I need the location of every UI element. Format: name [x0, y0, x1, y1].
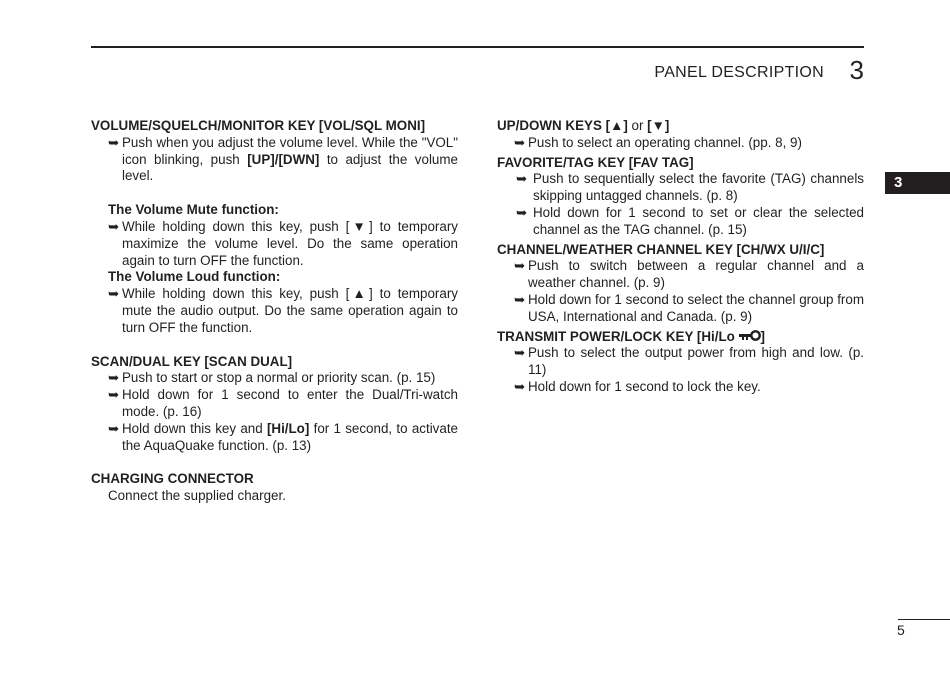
- volume-mute-item: ➥ While holding down this key, push [▼] to temporary maximize the volume level. Do the same operation again to turn OFF the function.: [108, 218, 458, 268]
- page-number: 5: [897, 622, 905, 638]
- scan-key-item: ➥ Hold down for 1 second to enter the Dual/Tri-watch mode. (p. 16): [108, 387, 458, 419]
- bullet-arrow-icon: ➥: [108, 286, 120, 302]
- charging-connector-text: Connect the supplied charger.: [108, 488, 286, 504]
- bullet-arrow-icon: ➥: [108, 387, 120, 403]
- bullet-arrow-icon: ➥: [108, 370, 120, 386]
- header-rule: [91, 46, 864, 48]
- bullet-arrow-icon: ➥: [108, 218, 120, 234]
- volume-mute-heading: The Volume Mute function:: [108, 202, 279, 218]
- vol-key-heading: VOLUME/SQUELCH/MONITOR KEY [VOL/SQL MONI]: [91, 118, 426, 133]
- section-title: PANEL DESCRIPTION: [654, 64, 824, 81]
- volume-loud-heading: The Volume Loud function:: [108, 269, 281, 285]
- bullet-arrow-icon: ➥: [516, 171, 528, 187]
- bullet-arrow-icon: ➥: [514, 291, 526, 307]
- volume-loud-item: ➥ While holding down this key, push [▲] to temporary mute the audio output. Do the same operation again to turn OFF the function.: [108, 286, 458, 335]
- chapter-number: 3: [849, 55, 864, 85]
- bullet-arrow-icon: ➥: [514, 258, 526, 274]
- fav-tag-item: ➥ Hold down for 1 second to set or clear the selected channel as the TAG channel. (p. 15): [516, 204, 864, 237]
- chapter-tab: [885, 172, 950, 194]
- footer-rule: [898, 619, 950, 620]
- right-column: [497, 118, 864, 396]
- scan-key-item: ➥ Push to start or stop a normal or priority scan. (p. 15): [108, 370, 436, 386]
- scan-key-item: ➥ Hold down this key and [Hi/Lo] for 1 second, to activate the AquaQuake function. (p. 13): [108, 420, 458, 453]
- bullet-arrow-icon: ➥: [514, 134, 526, 150]
- bullet-arrow-icon: ➥: [108, 134, 120, 150]
- key-icon: [739, 330, 761, 342]
- updown-keys-heading: UP/DOWN KEYS [▲] or [▼]: [497, 118, 670, 133]
- transmit-power-item: ➥ Push to select the output power from high and low. (p. 11): [514, 345, 864, 378]
- left-column: [91, 118, 458, 505]
- bullet-arrow-icon: ➥: [514, 378, 526, 394]
- ch-wx-heading: CHANNEL/WEATHER CHANNEL KEY [CH/WX U/I/C]: [497, 241, 825, 257]
- updown-keys-item: ➥ Push to select an operating channel. (pp. 8, 9): [514, 134, 802, 150]
- fav-tag-heading: FAVORITE/TAG KEY [FAV TAG]: [497, 154, 694, 170]
- ch-wx-item: ➥ Hold down for 1 second to select the channel group from USA, International and Canada. (p. 9): [514, 291, 864, 324]
- transmit-power-item: ➥ Hold down for 1 second to lock the key.: [514, 378, 761, 394]
- vol-key-item: ➥ Push when you adjust the volume level. While the "VOL" icon blinking, push [UP]/[DWN] to adjust the volume level.: [108, 134, 458, 184]
- transmit-power-heading: TRANSMIT POWER/LOCK KEY [Hi/Lo ]: [497, 328, 765, 344]
- charging-connector-heading: CHARGING CONNECTOR: [91, 471, 254, 487]
- bullet-arrow-icon: ➥: [514, 345, 526, 361]
- scan-key-heading: SCAN/DUAL KEY [SCAN DUAL]: [91, 353, 293, 369]
- fav-tag-item: ➥ Push to sequentially select the favorite (TAG) channels skipping untagged channels. (p. 8): [516, 171, 864, 204]
- bullet-arrow-icon: ➥: [516, 204, 528, 220]
- ch-wx-item: ➥ Push to switch between a regular channel and a weather channel. (p. 9): [514, 258, 864, 291]
- bullet-arrow-icon: ➥: [108, 420, 120, 436]
- chapter-tab-label: 3: [894, 174, 903, 191]
